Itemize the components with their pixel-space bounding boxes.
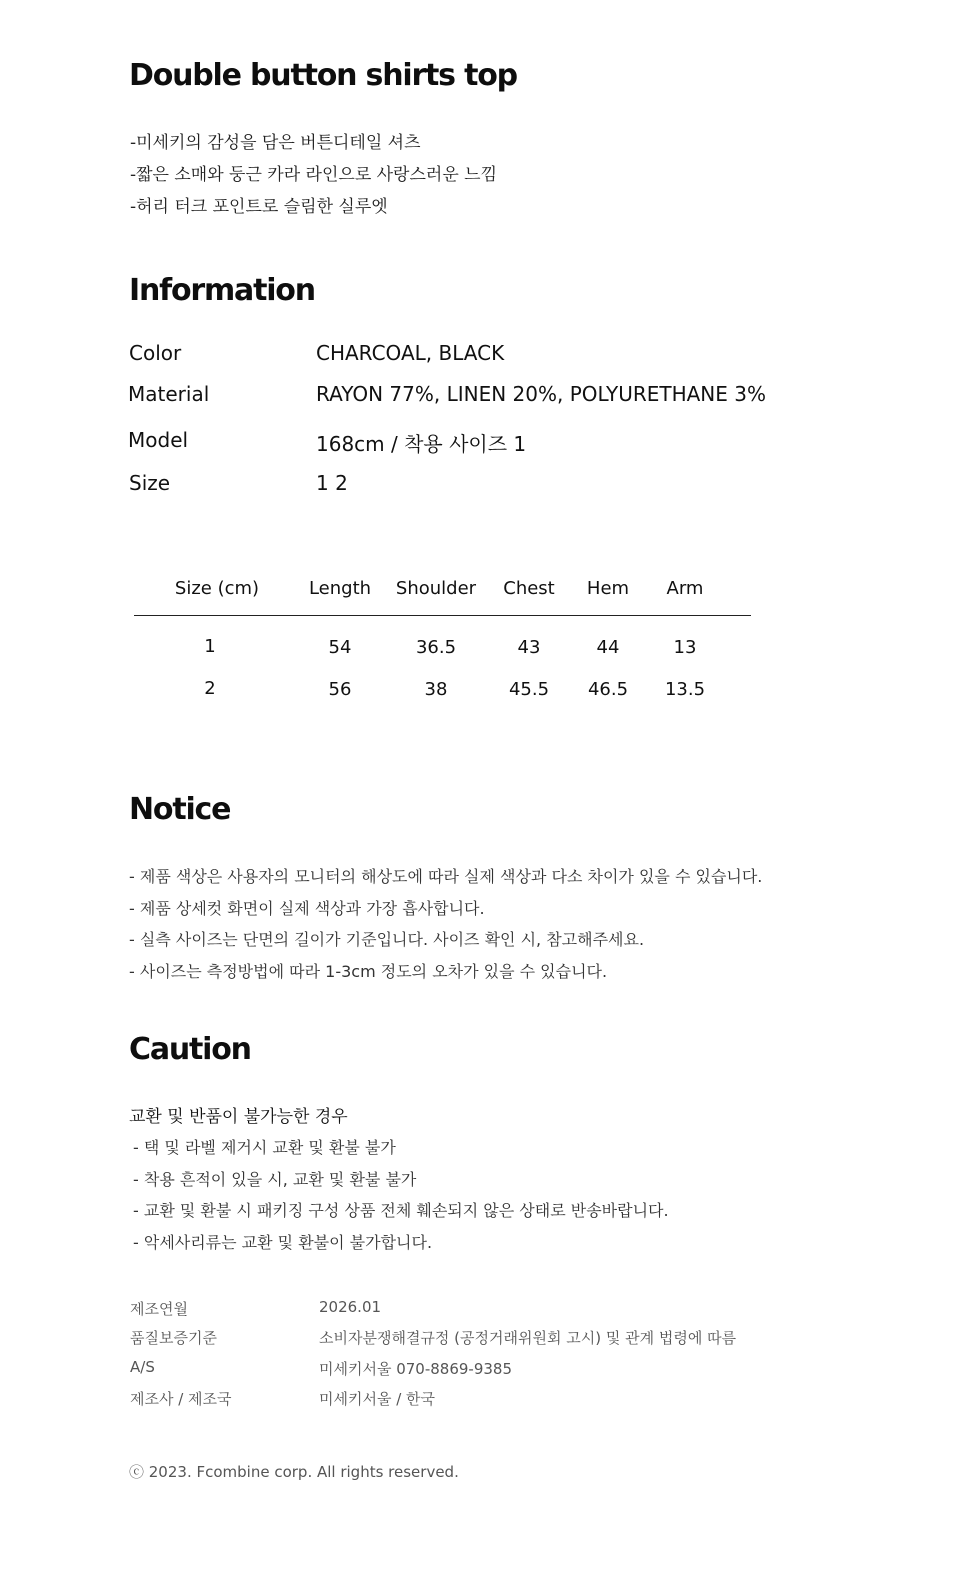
length-cell: 54 [328,637,352,658]
chest-cell: 45.5 [508,679,550,700]
chest-cell: 43 [517,637,541,658]
shoulder-cell: 38 [424,679,448,700]
info-value-size: 1 2 [316,471,348,495]
size-table-header-chest: Chest [503,578,555,599]
caution-item-4: - 악세사리류는 교환 및 환불이 불가합니다. [133,1233,433,1252]
size-table-header-hem: Hem [586,578,630,599]
info-key-color: Color [129,341,182,365]
size-table-header-shoulder: Shoulder [395,578,477,599]
copyright-footer: ⓒ 2023. Fcombine corp. All rights reserved. [129,1463,459,1481]
notice-item-1: - 제품 색상은 사용자의 모니터의 해상도에 따라 실제 색상과 다소 차이가 있을 수 있습니다. [129,867,763,886]
product-desc-line-1: -미세키의 감성을 담은 버튼디테일 셔츠 [130,133,421,153]
shoulder-cell: 36.5 [415,637,457,658]
information-heading: Information [129,273,315,308]
product-title: Double button shirts top [129,58,517,93]
arm-cell: 13 [673,637,697,658]
caution-item-1: - 택 및 라벨 제거시 교환 및 환불 불가 [133,1138,396,1157]
notice-item-4: - 사이즈는 측정방법에 따라 1-3cm 정도의 오차가 있을 수 있습니다. [129,962,608,981]
meta-key-manufacture-date: 제조연월 [130,1300,188,1318]
info-key-size: Size [129,471,171,495]
meta-value-manufacturer: 미세키서울 / 한국 [319,1390,436,1408]
size-cell: 2 [204,678,216,699]
info-value-color: CHARCOAL, BLACK [316,341,505,365]
caution-item-3: - 교환 및 환불 시 패키징 구성 상품 전체 훼손되지 않은 상태로 반송바랍니다. [133,1201,669,1220]
info-value-material: RAYON 77%, LINEN 20%, POLYURETHANE 3% [316,382,766,406]
hem-cell: 44 [596,637,620,658]
meta-value-quality-standard: 소비자분쟁해결규정 (공정거래위원회 고시) 및 관계 법령에 따름 [319,1329,737,1347]
product-desc-line-2: -짧은 소매와 둥근 카라 라인으로 사랑스러운 느낌 [130,165,497,185]
info-value-model: 168cm / 착용 사이즈 1 [316,432,527,456]
notice-item-2: - 제품 상세컷 화면이 실제 색상과 가장 흡사합니다. [129,899,485,918]
size-table-divider [134,615,751,616]
size-table-header-arm: Arm [666,578,704,599]
hem-cell: 46.5 [587,679,629,700]
size-table-header-length: Length [308,578,372,599]
meta-value-as: 미세키서울 070-8869-9385 [319,1360,513,1378]
length-cell: 56 [328,679,352,700]
caution-item-2: - 착용 흔적이 있을 시, 교환 및 환불 불가 [133,1170,417,1189]
meta-key-quality-standard: 품질보증기준 [130,1329,217,1347]
notice-heading: Notice [129,792,231,827]
info-key-material: Material [128,382,210,406]
product-desc-line-3: -허리 터크 포인트로 슬림한 실루엣 [130,197,388,217]
size-table-header-size: Size (cm) [174,578,260,599]
meta-value-manufacture-date: 2026.01 [319,1298,382,1316]
arm-cell: 13.5 [664,679,706,700]
info-key-model: Model [128,428,189,452]
meta-key-manufacturer: 제조사 / 제조국 [130,1390,232,1408]
meta-key-as: A/S [130,1358,155,1376]
size-cell: 1 [204,636,216,657]
notice-item-3: - 실측 사이즈는 단면의 길이가 기준입니다. 사이즈 확인 시, 참고해주세요. [129,930,645,949]
caution-subtitle: 교환 및 반품이 불가능한 경우 [129,1107,348,1127]
caution-heading: Caution [129,1032,251,1067]
